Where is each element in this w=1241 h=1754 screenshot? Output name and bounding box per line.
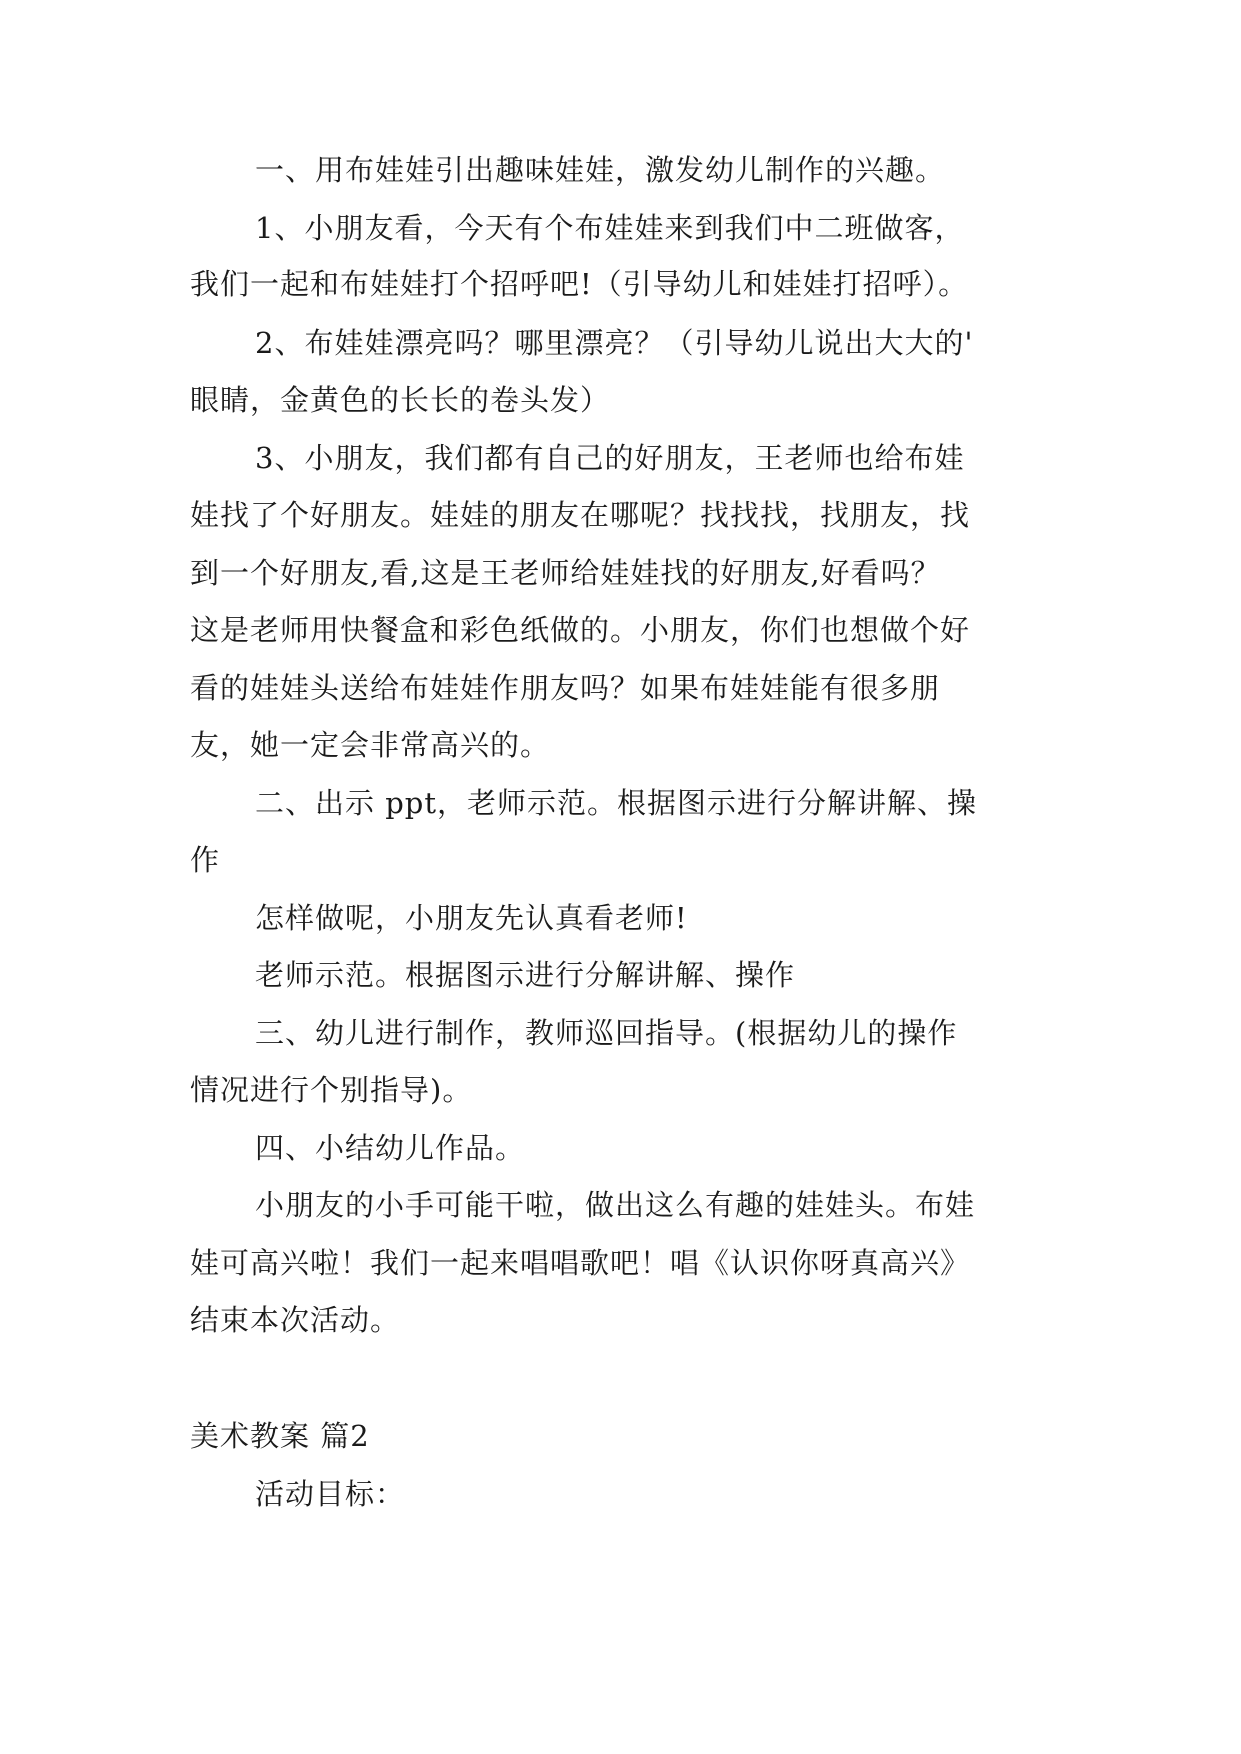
paragraph-line: 1、小朋友看，今天有个布娃娃来到我们中二班做客， <box>255 211 965 245</box>
section-heading: 美术教案 篇2 <box>190 1419 370 1453</box>
paragraph-line: 老师示范。根据图示进行分解讲解、操作 <box>255 958 796 992</box>
paragraph-line: 结束本次活动。 <box>190 1303 401 1337</box>
paragraph-line: 小朋友的小手可能干啦，做出这么有趣的娃娃头。布娃 <box>255 1188 976 1222</box>
paragraph-line: 一、用布娃娃引出趣味娃娃，激发幼儿制作的兴趣。 <box>255 153 946 187</box>
paragraph-line: 友，她一定会非常高兴的。 <box>190 728 551 762</box>
paragraph-line: 情况进行个别指导)。 <box>190 1073 473 1107</box>
paragraph-line: 到一个好朋友,看,这是王老师给娃娃找的好朋友,好看吗？ <box>190 556 941 590</box>
paragraph-line: 3、小朋友，我们都有自己的好朋友，王老师也给布娃 <box>255 441 965 475</box>
paragraph-line: 作 <box>190 843 221 877</box>
paragraph-line: 怎样做呢，小朋友先认真看老师! <box>255 901 688 935</box>
paragraph-line: 这是老师用快餐盒和彩色纸做的。小朋友，你们也想做个好 <box>190 613 971 647</box>
paragraph-line: 2、布娃娃漂亮吗？哪里漂亮？（引导幼儿说出大大的' <box>255 326 974 360</box>
paragraph-line: 看的娃娃头送给布娃娃作朋友吗？如果布娃娃能有很多朋 <box>190 671 941 705</box>
paragraph-line: 四、小结幼儿作品。 <box>255 1131 526 1165</box>
paragraph-line: 娃找了个好朋友。娃娃的朋友在哪呢？找找找，找朋友，找 <box>190 498 971 532</box>
paragraph-line: 眼睛，金黄色的长长的卷头发） <box>190 383 611 417</box>
paragraph-line: 三、幼儿进行制作，教师巡回指导。(根据幼儿的操作 <box>255 1016 958 1050</box>
paragraph-line: 我们一起和布娃娃打个招呼吧!（引导幼儿和娃娃打招呼）。 <box>190 267 969 301</box>
paragraph-line: 活动目标： <box>255 1477 406 1511</box>
paragraph-line: 二、出示 ppt，老师示范。根据图示进行分解讲解、操 <box>255 786 978 820</box>
paragraph-line: 娃可高兴啦！我们一起来唱唱歌吧！唱《认识你呀真高兴》 <box>190 1246 971 1280</box>
